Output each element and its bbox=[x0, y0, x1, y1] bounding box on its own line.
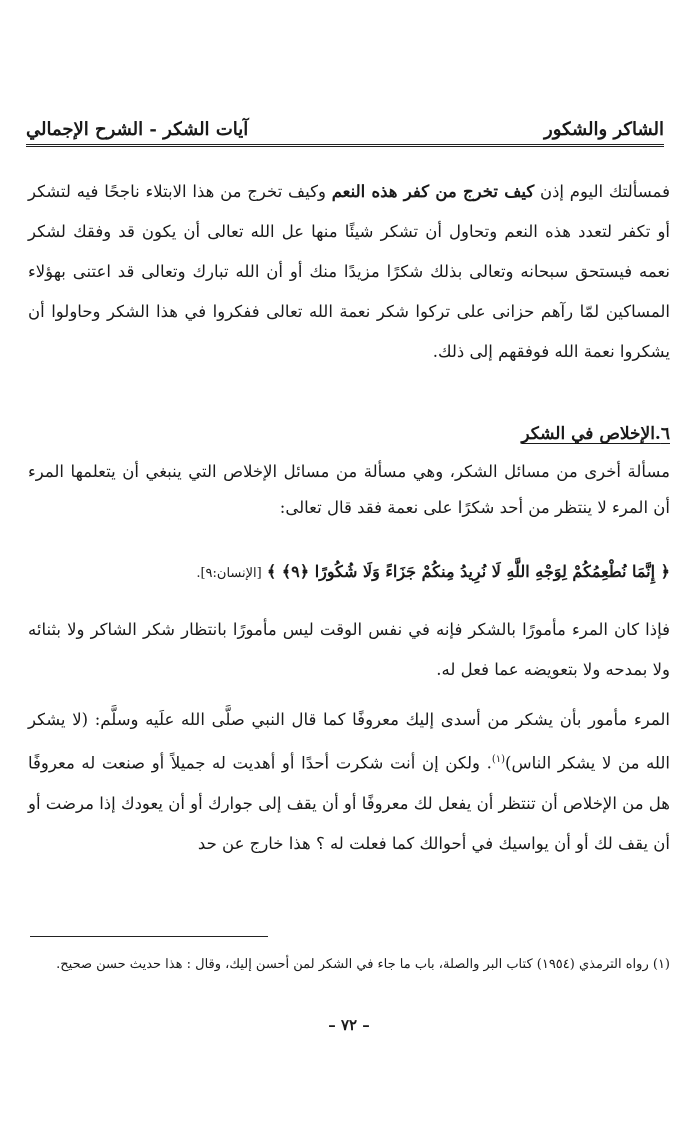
footnote: (١) رواه الترمذي (١٩٥٤) كتاب البر والصلة، باب ما جاء في الشكر لمن أحسن إليك، وقال : هذا حديث حسن صحيح. bbox=[56, 957, 670, 972]
paragraph-4 bbox=[28, 700, 670, 864]
paragraph-3: فإذا كان المرء مأمورًا بالشكر فإنه في نفس الوقت ليس مأمورًا بانتظار شكر الشاكر ولا بثنائه ولا بمدحه ولا بتعويضه عما فعل له. bbox=[28, 620, 670, 679]
running-header bbox=[26, 100, 664, 147]
paragraph-4-start: المرء مأمور بأن يشكر من أسدى إليك معروفًا كما قال النبي صلَّى الله علَيه وسلَّم: (لا يشكر الله من لا يشكر الناس) bbox=[28, 710, 670, 773]
verse-reference: [الإنسان:٩]. bbox=[196, 566, 262, 581]
footnote-divider bbox=[30, 936, 268, 937]
section-title: آيات الشكر - الشرح الإجمالي bbox=[26, 119, 249, 140]
paragraph-2: مسألة أخرى من مسائل الشكر، وهي مسألة من مسائل الإخلاص التي ينبغي أن يتعلمها المرء أن المرء لا ينتظر من أحد شكرًا على نعمة فقد قال تعالى: bbox=[28, 462, 670, 517]
footnote-marker[interactable]: (١) bbox=[491, 754, 506, 765]
paragraph-1 bbox=[28, 172, 670, 372]
paragraph-1-bold: كيف تخرج من كفر هذه النعم bbox=[331, 182, 535, 201]
paragraph-1-start: فمسألتك اليوم إذن bbox=[534, 182, 670, 201]
section-heading: ٦.الإخلاص في الشكر bbox=[521, 424, 670, 444]
quran-verse bbox=[28, 554, 670, 592]
paragraph-1-rest: وكيف تخرج من هذا الابتلاء ناجحًا فيه لتشكر أو تكفر لتعدد هذه النعم وتحاول أن تشكر شيئًا منها عل الله تعالى أن يكون قد وفقك لشكر نعمه فيستحق سبحانه وتعالى بذلك شكرًا مزيدًا منك أو أن الله تبارك وتعالى قد اعتنى بهؤلاء المساكين لمّا رآهم حزانى على تركوا شكر نعمة الله تعالى ففكروا في هذا الشكر وحاولوا أن يشكروا نعمة الله فوفقهم إلى ذلك. bbox=[28, 182, 670, 361]
page-number: – ٧٢ – bbox=[328, 1016, 370, 1034]
book-title: الشاكر والشكور bbox=[544, 119, 664, 140]
paragraph-4-rest: . ولكن إن أنت شكرت أحدًا أو أهديت له جميلاً أو صنعت له معروفًا هل من الإخلاص أن تنتظر أن يفعل لك معروفًا أو أن يقف إلى جوارك أو أن يعودك إذا مرضت أو أن يقف لك أو أن يواسيك في أحوالك كما فعلت له ؟ هذا خارج عن حد bbox=[28, 753, 670, 853]
verse-text: ﴿ إِنَّمَا نُطْعِمُكُمْ لِوَجْهِ اللَّهِ لَا نُرِيدُ مِنكُمْ جَزَاءً وَلَا شُكُورًا ﴿٩﴾ ﴾ bbox=[266, 562, 670, 581]
